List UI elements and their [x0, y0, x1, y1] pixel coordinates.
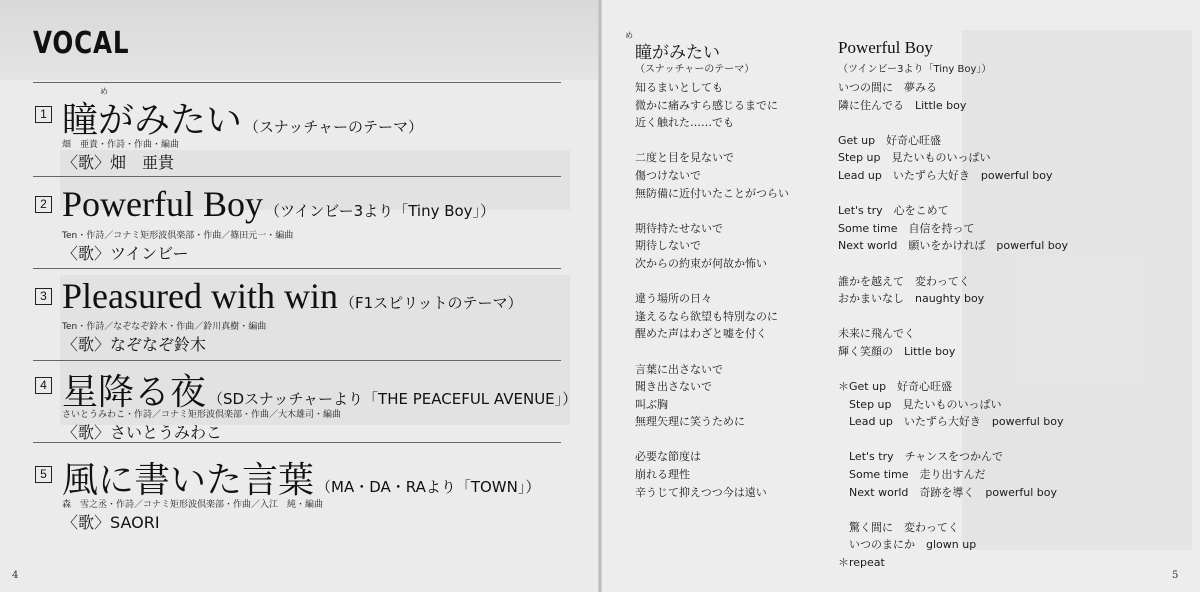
track-title-main: 星降る夜 — [62, 372, 207, 412]
track-singer: 〈歌〉畑 亜貴 — [62, 153, 175, 172]
divider — [33, 268, 561, 269]
lyric-line: 言葉に出さないで — [635, 362, 723, 376]
lyric-line: 逢えるなら欲望も特別なのに — [635, 309, 778, 323]
lyrics-subtitle: （スナッチャーのテーマ） — [635, 64, 755, 75]
track-title — [62, 452, 540, 503]
track-title-main: Powerful Boy — [62, 184, 263, 224]
track-subtitle: （F1スピリットのテーマ） — [339, 294, 523, 312]
ruby-text: め — [625, 31, 633, 40]
lyric-line: 驚く間に 変わってく — [838, 520, 959, 534]
lyric-line: ＊Get up 好奇心旺盛 — [838, 380, 953, 394]
track-credit: Ten・作詩／なぞなぞ鈴木・作曲／鈴川真樹・編曲 — [62, 322, 267, 332]
lyric-line: 未来に飛んでく — [838, 327, 915, 341]
track-number: 4 — [35, 377, 52, 394]
lyric-line: いつの間に 夢みる — [838, 81, 937, 94]
lyric-line: 期待しないで — [635, 239, 701, 253]
track-subtitle: （SDスナッチャーより「THE PEACEFUL AVENUE」） — [208, 390, 578, 408]
stanza-break — [838, 255, 1068, 273]
stanza-break — [635, 343, 789, 361]
stanza-break — [838, 431, 1068, 449]
lyric-line: 次からの約束が何故か怖い — [635, 256, 767, 270]
track-number: 3 — [35, 288, 52, 305]
lyric-line: Lead up いたずら大好き powerful boy — [838, 415, 1064, 429]
track-title-main: 瞳がみたい — [62, 100, 243, 140]
stanza-break — [838, 308, 1068, 326]
lyric-line: 必要な節度は — [635, 450, 701, 464]
track-credit: Ten・作詩／コナミ矩形波倶楽部・作曲／篠田元一・編曲 — [62, 231, 294, 241]
lyric-line: 近く触れた……でも — [635, 116, 734, 130]
stanza-break — [635, 202, 789, 220]
track-title — [62, 183, 495, 225]
stanza-break — [838, 185, 1068, 203]
track-credit: 畑 亜貴・作詩・作曲・編曲 — [62, 140, 180, 150]
lyric-line: 隣に住んでる Little boy — [838, 98, 967, 112]
lyric-line: おかまいなし naughty boy — [838, 292, 985, 306]
lyrics-lines — [635, 79, 789, 501]
track-title-main: 風に書いた言葉 — [62, 460, 315, 500]
track-subtitle: （スナッチャーのテーマ） — [244, 118, 423, 136]
lyric-line: Let's try 心をこめて — [838, 204, 949, 218]
lyrics-lines — [838, 79, 1068, 572]
divider — [33, 360, 561, 361]
lyric-line: 微かに痛みすら感じるまでに — [635, 98, 778, 112]
lyric-line: 輝く笑顔の Little boy — [838, 344, 956, 358]
lyric-line: Let's try チャンスをつかんで — [838, 450, 1003, 464]
lyric-line: 二度と目を見ないで — [635, 151, 734, 165]
lyrics-title: 瞳がみたい — [635, 43, 720, 62]
lyric-line: 叫ぶ胸 — [635, 397, 668, 411]
ruby-text: め — [100, 87, 108, 96]
lyric-line: ＊repeat — [838, 556, 885, 570]
track-singer: 〈歌〉ツインビー — [62, 244, 189, 263]
track-subtitle: （MA・DA・RAより「TOWN」） — [316, 478, 541, 496]
stanza-break — [635, 431, 789, 449]
track-title — [62, 92, 423, 143]
lyrics-subtitle: （ツインビー3より「Tiny Boy」） — [838, 64, 992, 75]
stanza-break — [635, 273, 789, 291]
page-number: 5 — [1172, 570, 1179, 581]
track-credit: 森 雪之丞・作詩／コナミ矩形波倶楽部・作曲／入江 純・編曲 — [62, 500, 324, 510]
lyric-line: 聞き出さないで — [635, 380, 712, 394]
lyric-line: 誰かを越えて 変わってく — [838, 274, 970, 288]
stanza-break — [838, 361, 1068, 379]
lyric-line: Next world 願いをかければ powerful boy — [838, 239, 1069, 253]
track-subtitle: （ツインビー3より「Tiny Boy」） — [265, 202, 496, 220]
lyric-line: Some time 走り出すんだ — [838, 468, 986, 482]
lyric-line: 崩れる理性 — [635, 468, 690, 482]
lyric-line: 無理矢理に笑うために — [635, 415, 745, 429]
track-credit: さいとうみわこ・作詩／コナミ矩形波倶楽部・作曲／大木雄司・編曲 — [62, 410, 342, 420]
right-page — [602, 0, 1200, 592]
lyric-line: いつのまにか glown up — [838, 538, 977, 552]
track-title-main: Pleasured with win — [62, 276, 338, 316]
lyric-line: 傷つけないで — [635, 168, 701, 182]
track-singer: 〈歌〉SAORI — [62, 513, 160, 532]
track-title — [62, 275, 523, 317]
stanza-break — [838, 114, 1068, 132]
lyric-line: Step up 見たいものいっぱい — [838, 397, 1002, 411]
divider — [33, 176, 561, 177]
left-page — [0, 0, 598, 592]
lyric-line: 無防備に近付いたことがつらい — [635, 186, 789, 200]
lyric-line: 醒めた声はわざと嘘を付く — [635, 327, 767, 341]
track-singer: 〈歌〉さいとうみわこ — [62, 423, 223, 442]
lyric-line: Lead up いたずら大好き powerful boy — [838, 168, 1053, 182]
stanza-break — [838, 501, 1068, 519]
track-number: 5 — [35, 466, 52, 483]
page-number: 4 — [12, 570, 19, 581]
lyric-line: 期待持たせないで — [635, 221, 723, 235]
lyric-line: 辛うじて抑えつつ今は遠い — [635, 485, 767, 499]
lyrics-title: Powerful Boy — [838, 38, 933, 57]
track-number: 2 — [35, 196, 52, 213]
track-singer: 〈歌〉なぞなぞ鈴木 — [62, 335, 207, 354]
track-number: 1 — [35, 106, 52, 123]
lyric-line: Some time 自信を持って — [838, 221, 975, 235]
lyric-line: Next world 奇跡を導く powerful boy — [838, 485, 1058, 499]
divider — [33, 82, 561, 83]
stanza-break — [635, 132, 789, 150]
lyric-line: Get up 好奇心旺盛 — [838, 133, 942, 147]
section-title: VOCAL — [33, 26, 130, 61]
lyric-line: 知るまいとしても — [635, 81, 723, 94]
lyric-line: 違う場所の日々 — [635, 292, 712, 306]
lyric-line: Step up 見たいものいっぱい — [838, 151, 991, 165]
